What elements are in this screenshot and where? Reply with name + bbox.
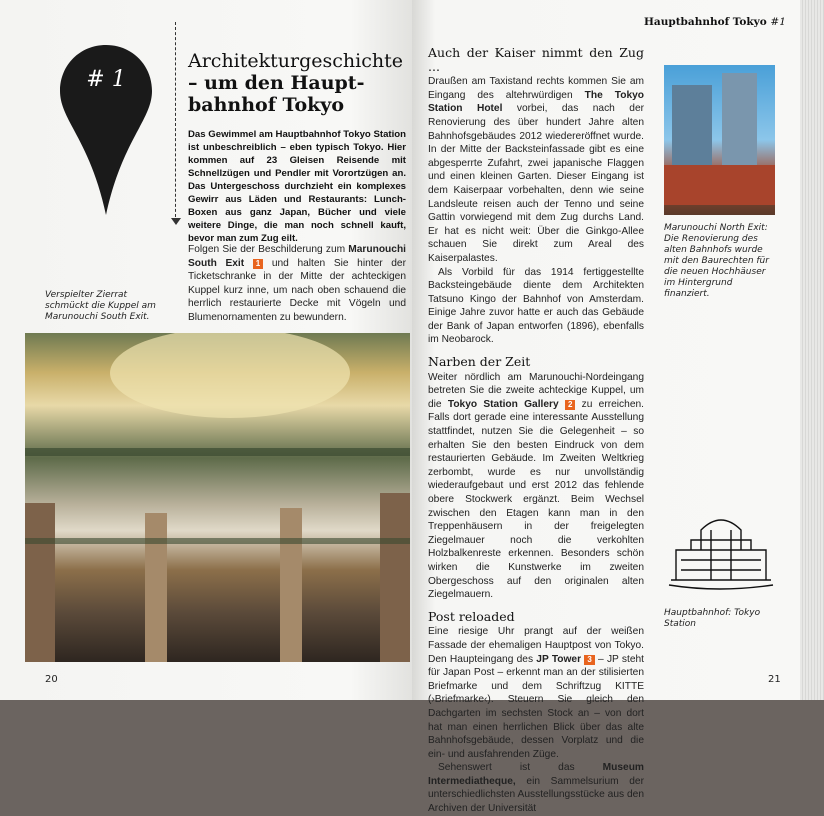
section-heading: Narben der Zeit bbox=[428, 354, 531, 370]
page-number: 21 bbox=[768, 674, 781, 685]
paragraph: Draußen am Taxistand rechts kommen Sie am Eingang des altehrwürdigen The Tokyo Station Hotel vorbei, das nach der Renovierung des über hundert Jahre alten Bahnhofsgebäudes 2012 wiedereröffnet wurde. In der Mitte der Backsteinfassade gibt es eine abgesperrte Zufahrt, zwei japanische Flaggen und einen kleinen Garten. Dieser Eingang ist dem Kaiserpaar vorbehalten, denn wie seine Landsleute reisen auch der Tenno und seine Gattin vorwiegend mit dem Zug durchs Land. Er hat es nicht weit: Über die Ginkgo-Allee schauen Sie direkt zum Areal des Kaiserpalastes. bbox=[428, 76, 645, 264]
poi-number-badge: 2 bbox=[565, 400, 575, 410]
intro-paragraph: Folgen Sie der Beschilderung zum Marunouchi South Exit 1 und halten Sie hinter der Ticketschranke in der Mitte der achteckigen Kuppel kurz inne, um nach oben schauend die herrlich restaurierte Decke mit Vögeln und Blumenornamenten zu bewundern. bbox=[188, 244, 406, 323]
photo-caption: Verspielter Zierrat schmückt die Kuppel am Marunouchi South Exit. bbox=[45, 290, 156, 322]
paragraph: Als Vorbild für das 1914 fertiggestellte Backsteingebäude diente dem Architekten Tatsuno Kingo der Bahnhof von Amsterdam. Einige Jahre zuvor hatte er auch das Gebäude der Bank of Japan entworfen (1896), ebenfalls im Neobarock. bbox=[428, 266, 644, 346]
right-page bbox=[412, 0, 802, 815]
marker-label: # 1 bbox=[86, 67, 126, 92]
title-line: – um den Haupt- bbox=[188, 72, 365, 94]
sketch-caption: Hauptbahnhof: Tokyo Station bbox=[664, 608, 761, 629]
left-page bbox=[0, 0, 412, 700]
dotted-guide-line bbox=[175, 22, 176, 222]
north-exit-photo bbox=[664, 65, 775, 215]
lead-paragraph: Das Gewimmel am Hauptbahnhof Tokyo Station ist unbeschreiblich – eben typisch Tokyo. Hier kommen auf 23 Gleisen Reisende mit Schnellzügen und Pendler mit Vorortzügen an. Das Untergeschoss durchzieht ein komplexes Gewirr aus Läden und Restaurants: Lunch-Boxen aus ganz Japan, Bücher und viele weitere Dinge, die man noch schnell kauft, bevor man zum Zug eilt. bbox=[188, 129, 406, 244]
main-column bbox=[428, 46, 644, 816]
dome-photo-illustration bbox=[25, 333, 410, 662]
dome-interior-photo bbox=[25, 333, 410, 662]
towers-illustration bbox=[664, 65, 775, 215]
poi-number-badge: 1 bbox=[253, 259, 263, 269]
page-edges bbox=[800, 0, 824, 700]
page-number: 20 bbox=[45, 674, 58, 685]
page-title bbox=[188, 50, 408, 116]
title-line: Architekturgeschichte bbox=[188, 50, 403, 72]
running-head: Hauptbahnhof Tokyo #1 bbox=[644, 16, 786, 28]
paragraph: Weiter nördlich am Marunouchi-Nordeingang betreten Sie die zweite achteckige Kuppel, um die Tokyo Station Gallery 2 zu erreichen. Falls dort gerade eine interessante Ausstellung stattfindet, nutzen Sie die Gelegenheit – so erhalten Sie den besten Eindruck von dem restaurierten Gebäude. Im Zweiten Weltkrieg zerbombt, wurde es nur unvollständig wiederaufgebaut und erst 2012 das fehlende obere Stockwerk ergänzt. Beim Wechsel zwischen den Etagen kann man in den Treppenhäusern in der freigelegten Ziegelmauer noch die verkohlten Holzbalkenreste erkennen. Besonders schön wirken die Kunstwerke im zweiten Obergeschoss auf den originalen alten Ziegelmauern. bbox=[428, 371, 644, 601]
paragraph: Sehenswert ist das Museum Intermediatheque, ein Sammelsurium der unterschiedlichsten Ausstellungsstücke aus den Archiven der Universität bbox=[428, 762, 644, 815]
poi-number-badge: 3 bbox=[584, 655, 594, 665]
paragraph: Eine riesige Uhr prangt auf der weißen Fassade der ehemaligen Hauptpost von Tokyo. Den Haupteingang des JP Tower 3 – JP steht für Japan Post – erkennt man an der stilisierten Briefmarke und dem Schriftzug KITTE (›Briefmarke‹). Steuern Sie gleich den Dachgarten im sechsten Stock an – von dort hat man einen herrlichen Blick über das alte Bahnhofsgebäude, dessen Vorplatz und die ein- und ausfahrenden Züge. bbox=[428, 626, 644, 760]
title-line: bahnhof Tokyo bbox=[188, 94, 345, 116]
arrow-down-icon bbox=[171, 218, 181, 225]
photo-caption: Marunouchi North Exit: Die Renovierung des alten Bahnhofs wurde mit den Baurechten für die neuen Hochhäuser im Hintergrund finanziert. bbox=[664, 223, 769, 299]
section-heading: Post reloaded bbox=[428, 608, 515, 624]
station-sketch bbox=[666, 505, 776, 590]
section-heading: Auch der Kaiser nimmt den Zug ... bbox=[428, 45, 644, 74]
